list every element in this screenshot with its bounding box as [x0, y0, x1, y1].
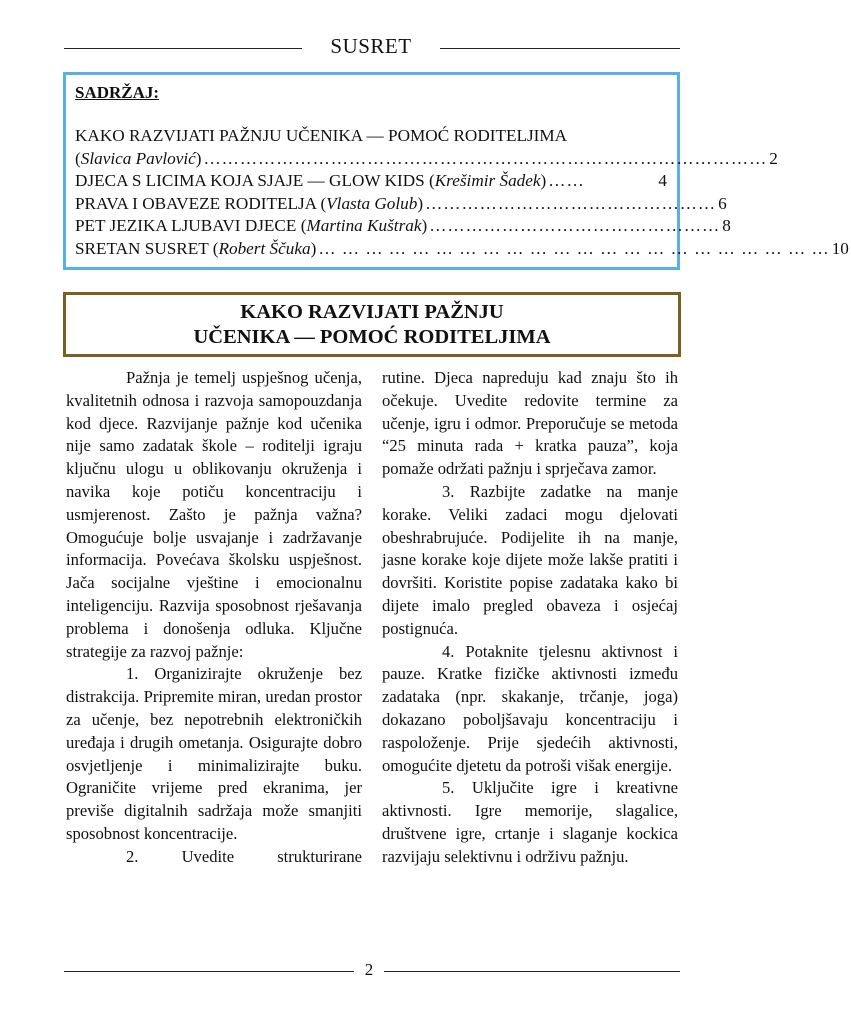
page-number: 2 [364, 960, 374, 979]
toc-entry-1-author: Slavica Pavlović [80, 148, 196, 168]
toc-entry-title[interactable] [75, 125, 669, 148]
article-paragraph: rutine. Djeca napreduju kad znaju što ih očekuje. Uvedite redovite termine za učenje, igru i odmor. Preporučuje se metoda “25 minuta rada + kratka pauza”, koja pomaže održati pažnju i sprječava zamor. [382, 368, 678, 479]
toc-entry-4-author: Martina Kuštrak [306, 216, 422, 236]
article-column-left [66, 367, 362, 869]
toc-entry[interactable]: SRETAN SUSRET (Robert Ščuka) … … … … … … … … … … … … … … … … … … … … … … 10 [75, 238, 669, 261]
toc-entry[interactable]: DJECA S LICIMA KOJA SJAJE — GLOW KIDS (Krešimir Šadek) …… 4 [75, 170, 669, 193]
toc-entry-3-page: 6 [718, 193, 727, 213]
toc-leader-dots: ………………………………………………………………………………… [203, 148, 768, 168]
article-title-box [63, 292, 681, 357]
toc-leader-dots: … … … … … … … … … … … … … … … … … … … … … … [318, 238, 830, 258]
toc-entry-2-page: 4 [658, 171, 667, 191]
table-of-contents [63, 72, 849, 270]
publication-title: SUSRET [330, 34, 412, 58]
footer-rule-right [384, 971, 680, 972]
toc-entry[interactable]: PET JEZIKA LJUBAVI DJECE (Martina Kuštrak) ………………………………………… 8 [75, 215, 669, 238]
article-paragraph: 3. Razbijte zadatke na manje korake. Veliki zadaci mogu djelovati obeshrabrujuće. Podijelite ih na manje, jasne korake koje dijete može lakše pratiti i dovršiti. Koristite popise zadataka kako bi dijete imalo pregled obaveza i osjećaj postignuća. [382, 481, 678, 638]
toc-entry-5-title: SRETAN SUSRET [75, 238, 209, 258]
article-paragraph: Pažnja je temelj uspješnog učenja, kvalitetnih odnosa i razvoja samopouzdanja kod djece. Razvijanje pažnje kod učenika nije samo zadatak škole – roditelji igraju ključnu ulogu u oblikovanju okruženja i navika koje potiču koncentraciju i usmjerenost. Zašto je pažnja važna? Omogućuje bolje usvajanje i zadržavanje informacija. Povećava školsku uspješnost. Jača socijalne vještine i emocionalnu inteligenciju. Razvija sposobnost rješavanja problema i donošenja odluka. Ključne strategije za razvoj pažnje: [66, 368, 362, 661]
toc-leader-dots: ………………………………………… [425, 193, 717, 213]
article-paragraph: 1. Organizirajte okruženje bez distrakcija. Pripremite miran, uredan prostor za učenje, bez nepotrebnih elektroničkih uređaja i drugih ometanja. Osigurajte dobro osvjetljenje i minimalizirajte buku. Ograničite vrijeme pred ekranima, jer previše digitalnih sadržaja može smanjiti sposobnost koncentracije. [66, 664, 362, 843]
toc-leader-dots: ………………………………………… [429, 216, 721, 236]
toc-entry-5-page: 10 [831, 238, 849, 258]
toc-entry-1-page: 2 [769, 148, 778, 168]
toc-entry-4-title: PET JEZIKA LJUBAVI DJECE [75, 216, 297, 236]
toc-entry-2-author: Krešimir Šadek [434, 171, 541, 191]
toc-entry-3-author: Vlasta Golub [326, 193, 418, 213]
article-column-right [382, 367, 678, 869]
header-rule-right [440, 48, 680, 49]
toc-entry[interactable]: (Slavica Pavlović) ………………………………………………………………………………… 2 [75, 148, 669, 171]
toc-entry-4-page: 8 [722, 216, 731, 236]
toc-heading: SADRŽAJ: [75, 83, 160, 102]
article-title-line-1: KAKO RAZVIJATI PAŽNJU [240, 301, 504, 323]
toc-leader-dots: …… [548, 171, 585, 191]
article-paragraph: 5. Uključite igre i kreativne aktivnosti. Igre memorije, slagalice, društvene igre, crtanje i slaganje kockica razvijaju selektivnu i održivu pažnju. [382, 778, 678, 866]
toc-entry-2-title: DJECA S LICIMA KOJA SJAJE — GLOW KIDS [75, 171, 425, 191]
article-paragraph: 2. Uvedite strukturirane [126, 846, 362, 866]
toc-entry-1-title: KAKO RAZVIJATI PAŽNJU UČENIKA — POMOĆ RODITELJIMA [75, 126, 568, 145]
article-title-line-2: UČENIKA — POMOĆ RODITELJIMA [193, 326, 551, 348]
article-paragraph: 4. Potaknite tjelesnu aktivnost i pauze. Kratke fizičke aktivnosti između zadataka (npr. skakanje, trčanje, joga) dokazano poboljšavaju koncentraciju i raspoloženje. Prije sjedećih aktivnosti, omogućite djetetu da potroši višak energije. [382, 641, 678, 775]
toc-entry-3-title: PRAVA I OBAVEZE RODITELJA [75, 193, 317, 213]
toc-entry[interactable]: PRAVA I OBAVEZE RODITELJA (Vlasta Golub) ………………………………………… 6 [75, 193, 669, 216]
header-rule-left [64, 48, 302, 49]
toc-entry-5-author: Robert Ščuka [218, 238, 311, 258]
footer-rule-left [64, 971, 354, 972]
